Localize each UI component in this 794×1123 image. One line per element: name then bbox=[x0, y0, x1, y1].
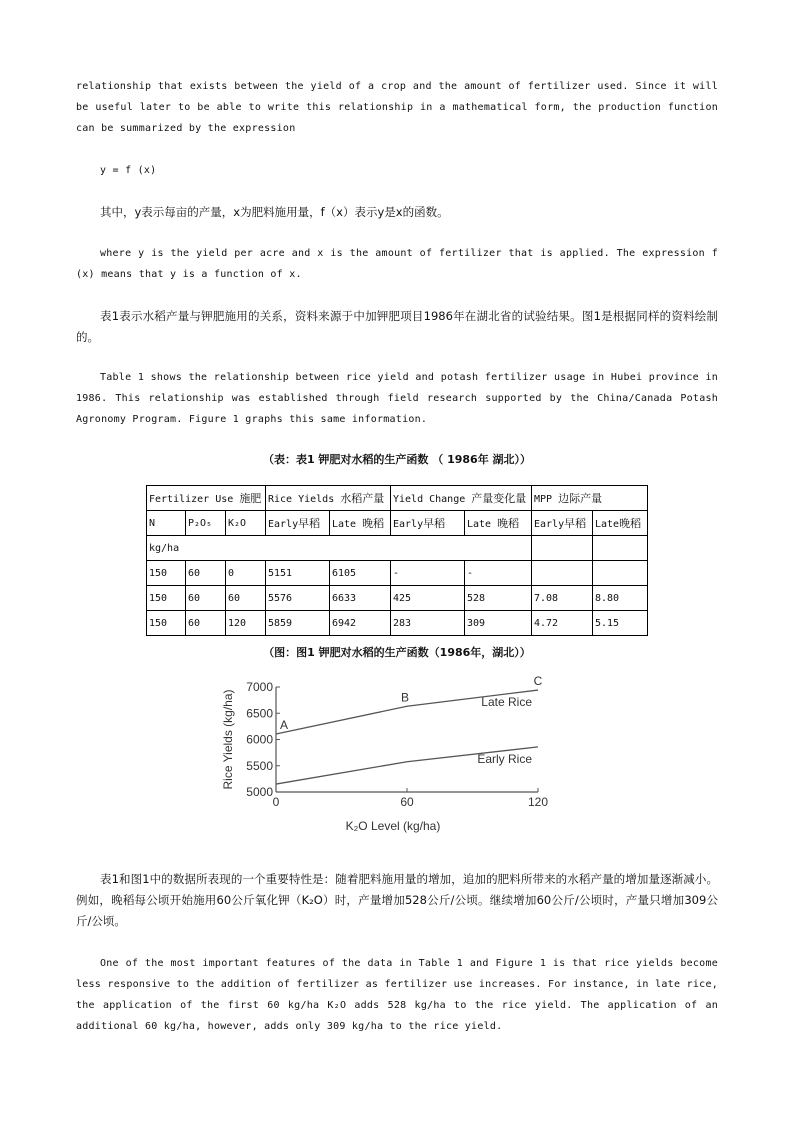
table-header-row bbox=[147, 486, 648, 511]
fertilizer-table bbox=[146, 485, 648, 636]
subheader-mpp-late: Late晚稻 bbox=[593, 511, 648, 536]
y-tick-label: 5500 bbox=[246, 758, 273, 773]
table-intro-en: Table 1 shows the relationship between rice yield and potash fertilizer usage in Hubei province in 1986. This relationship was established through field research supported by the China/Canada Potash Agronomy Program. Figure 1 graphs this same information. bbox=[76, 372, 718, 425]
table-cell: 309 bbox=[465, 611, 532, 636]
table-cell: 5.15 bbox=[593, 611, 648, 636]
table-cell bbox=[532, 536, 593, 561]
intro-paragraph: relationship that exists between the yield of a crop and the amount of fertilizer used. Since it will be useful later to be able to write this relationship in a mathematical form, the production function can be summarized by the expression bbox=[76, 81, 718, 134]
table-cell: 5576 bbox=[266, 586, 330, 611]
series-label: Early Rice bbox=[477, 751, 532, 766]
subheader-yield-late: Late 晚稻 bbox=[330, 511, 391, 536]
yield-line-chart bbox=[210, 670, 570, 840]
table-cell: 6105 bbox=[330, 561, 391, 586]
table-cell: 6633 bbox=[330, 586, 391, 611]
table-cell bbox=[593, 561, 648, 586]
table-cell: 528 bbox=[465, 586, 532, 611]
subheader-n: N bbox=[147, 511, 186, 536]
formula-explanation-cn: 其中，y表示每亩的产量，x为肥料施用量，f（x）表示y是x的函数。 bbox=[100, 205, 449, 219]
table-cell: 150 bbox=[147, 561, 186, 586]
production-function-formula: y = f (x) bbox=[100, 165, 157, 176]
point-label: C bbox=[533, 674, 543, 689]
header-mpp: MPP 边际产量 bbox=[532, 486, 648, 511]
table-cell: 4.72 bbox=[532, 611, 593, 636]
table-cell: - bbox=[465, 561, 532, 586]
y-tick-label: 6500 bbox=[246, 706, 273, 721]
y-tick-label: 6000 bbox=[246, 732, 273, 747]
subheader-mpp-early: Early早稻 bbox=[532, 511, 593, 536]
table-unit-row bbox=[147, 536, 648, 561]
table-cell: 283 bbox=[391, 611, 465, 636]
y-tick-label: 5000 bbox=[246, 785, 273, 799]
table-cell: 60 bbox=[186, 586, 226, 611]
series-label: Late Rice bbox=[481, 695, 532, 710]
table-cell: 425 bbox=[391, 586, 465, 611]
formula-explanation-en: where y is the yield per acre and x is the amount of fertilizer that is applied. The expression f (x) means that y is a function of x. bbox=[76, 248, 718, 280]
subheader-change-early: Early早稻 bbox=[391, 511, 465, 536]
table-cell bbox=[593, 536, 648, 561]
table-row bbox=[147, 611, 648, 636]
x-tick-label: 0 bbox=[272, 795, 280, 809]
point-label: B bbox=[400, 690, 410, 705]
table-row bbox=[147, 561, 648, 586]
y-axis-label: Rice Yields (kg/ha) bbox=[221, 689, 235, 790]
header-fertilizer-use: Fertilizer Use 施肥 bbox=[147, 486, 266, 511]
table-cell: - bbox=[391, 561, 465, 586]
table-cell: 150 bbox=[147, 586, 186, 611]
table-cell: 7.08 bbox=[532, 586, 593, 611]
subheader-change-late: Late 晚稻 bbox=[465, 511, 532, 536]
y-tick-label: 7000 bbox=[246, 680, 273, 694]
subheader-p2o5: P₂O₅ bbox=[186, 511, 226, 536]
table-intro-cn: 表1表示水稻产量与钾肥施用的关系，资料来源于中加钾肥项目1986年在湖北省的试验结果。图1是根据同样的资料绘制的。 bbox=[76, 309, 718, 344]
table-row bbox=[147, 586, 648, 611]
table-cell: 0 bbox=[226, 561, 266, 586]
subheader-k2o: K₂O bbox=[226, 511, 266, 536]
point-label: A bbox=[280, 717, 289, 732]
table-caption: （表：表1 钾肥对水稻的生产函数 （ 1986年 湖北）） bbox=[262, 453, 532, 466]
table-cell: 60 bbox=[186, 561, 226, 586]
table-unit: kg/ha bbox=[147, 536, 532, 561]
table-cell: 60 bbox=[226, 586, 266, 611]
x-axis-label: K₂O Level (kg/ha) bbox=[345, 819, 441, 833]
analysis-paragraph-cn: 表1和图1中的数据所表现的一个重要特性是：随着肥料施用量的增加，追加的肥料所带来的水稻产量的增加量逐渐减小。例如，晚稻每公顷开始施用60公斤氧化钾（K₂O）时，产量增加528公斤/公顷。继续增加60公斤/公顷时，产量只增加309公斤/公顷。 bbox=[76, 872, 718, 928]
table-subheader-row bbox=[147, 511, 648, 536]
header-rice-yields: Rice Yields 水稻产量 bbox=[266, 486, 391, 511]
header-yield-change: Yield Change 产量变化量 bbox=[391, 486, 532, 511]
table-cell: 60 bbox=[186, 611, 226, 636]
table-cell bbox=[532, 561, 593, 586]
analysis-paragraph-en: One of the most important features of the data in Table 1 and Figure 1 is that rice yields become less responsive to the addition of fertilizer as fertilizer use increases. For instance, in late rice, the application of the first 60 kg/ha K₂O adds 528 kg/ha to the rice yield. The application of an additional 60 kg/ha, however, adds only 309 kg/ha to the rice yield. bbox=[76, 958, 718, 1032]
table-cell: 5151 bbox=[266, 561, 330, 586]
subheader-yield-early: Early早稻 bbox=[266, 511, 330, 536]
table-cell: 8.80 bbox=[593, 586, 648, 611]
table-cell: 5859 bbox=[266, 611, 330, 636]
figure-caption: （图：图1 钾肥对水稻的生产函数（1986年，湖北）） bbox=[263, 646, 531, 659]
x-tick-label: 120 bbox=[527, 795, 549, 809]
table-cell: 6942 bbox=[330, 611, 391, 636]
table-cell: 150 bbox=[147, 611, 186, 636]
table-cell: 120 bbox=[226, 611, 266, 636]
x-tick-label: 60 bbox=[400, 795, 414, 809]
